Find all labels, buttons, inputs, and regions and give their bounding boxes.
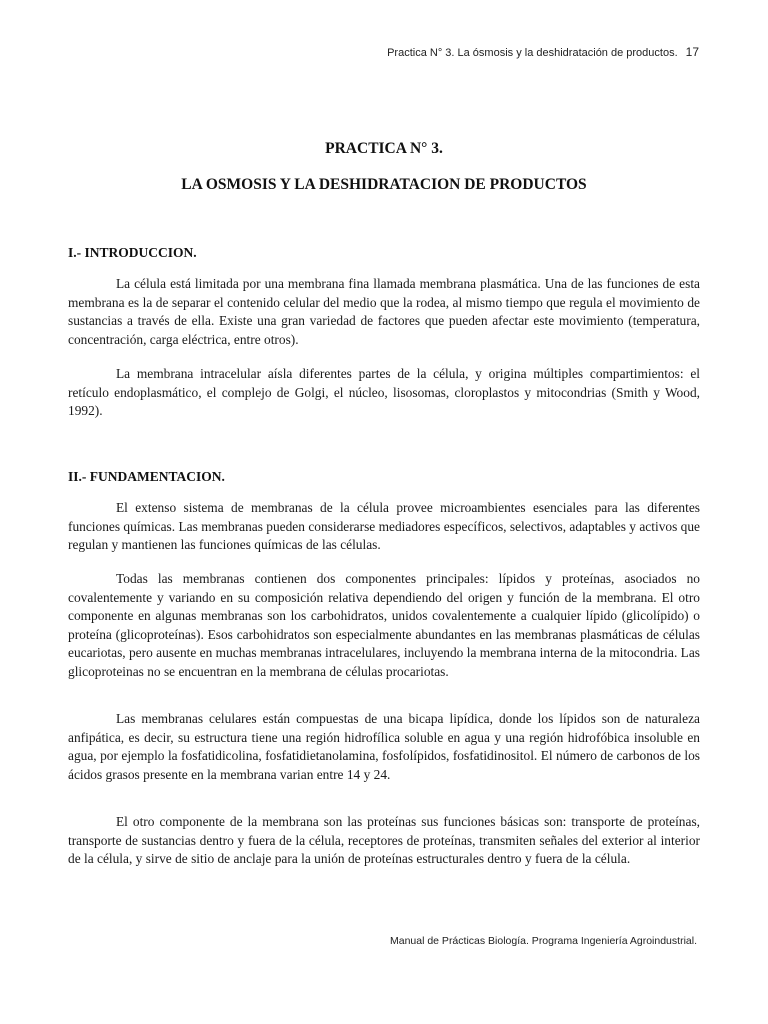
running-header-title: Practica N° 3. La ósmosis y la deshidratación de productos. <box>387 47 678 59</box>
section-heading-fundamentacion: II.- FUNDAMENTACION. <box>68 469 225 484</box>
practice-main-title: LA OSMOSIS Y LA DESHIDRATACION DE PRODUCTOS <box>181 176 587 193</box>
paragraph-fundamentacion-3: Las membranas celulares están compuestas de una bicapa lipídica, donde los lípidos son de naturaleza anfipática, es decir, su estructura tiene una región hidrofílica soluble en agua y una región hidrofóbica insoluble en agua, por ejemplo la fosfatidicolina, fosfatidietanolamina, fosfolípidos, fosfatidinositol. El número de carbonos de los ácidos grasos presente en la membrana varian entre 14 y 24. <box>68 711 700 782</box>
paragraph-fundamentacion-2: Todas las membranas contienen dos componentes principales: lípidos y proteínas, asociados no covalentemente y variando en su composición relativa dependiendo del origen y función de la membrana. El otro componente en algunas membranas son los carbohidratos, unidos covalentemente a cualquier lípido (glicolípido) o proteína (glicoproteínas). Esos carbohidratos son especialmente abundantes en las membranas plasmáticas de células eucariotas, pero ausente en muchas membranas intracelulares, incluyendo la membrana interna de la mitocondria. Las glicoproteinas no se encuentran en la membrana de células procariotas. <box>68 571 700 679</box>
paragraph-fundamentacion-1: El extenso sistema de membranas de la célula provee microambientes esenciales para las diferentes funciones químicas. Las membranas pueden considerarse mediadores específicos, selectivos, adaptables y activos que regulan y mantienen las funciones químicas de las células. <box>68 500 700 552</box>
practice-number-title: PRACTICA N° 3. <box>325 140 443 157</box>
paragraph-intro-2: La membrana intracelular aísla diferentes partes de la célula, y origina múltiples compartimientos: el retículo endoplasmático, el complejo de Golgi, el núcleo, lisosomas, cloroplastos y mitocondrias (Smith y Wood, 1992). <box>68 366 700 418</box>
section-heading-introduccion: I.- INTRODUCCION. <box>68 245 197 260</box>
running-footer: Manual de Prácticas Biología. Programa Ingeniería Agroindustrial. <box>389 935 697 947</box>
paragraph-intro-1: La célula está limitada por una membrana fina llamada membrana plasmática. Una de las funciones de esta membrana es la de separar el contenido celular del medio que la rodea, al mismo tiempo que regula el movimiento de sustancias a través de ella. Existe una gran variedad de factores que pueden afectar este movimiento (temperatura, concentración, carga eléctrica, entre otros). <box>68 276 700 347</box>
running-header <box>387 45 699 59</box>
paragraph-fundamentacion-4: El otro componente de la membrana son las proteínas sus funciones básicas son: transporte de proteínas, transporte de sustancias dentro y fuera de la célula, receptores de proteínas, transmiten señales del exterior al interior de la célula, y sirve de sitio de anclaje para la unión de proteínas estructurales dentro y fuera de la célula. <box>68 814 700 866</box>
page-number: 17 <box>685 45 699 59</box>
